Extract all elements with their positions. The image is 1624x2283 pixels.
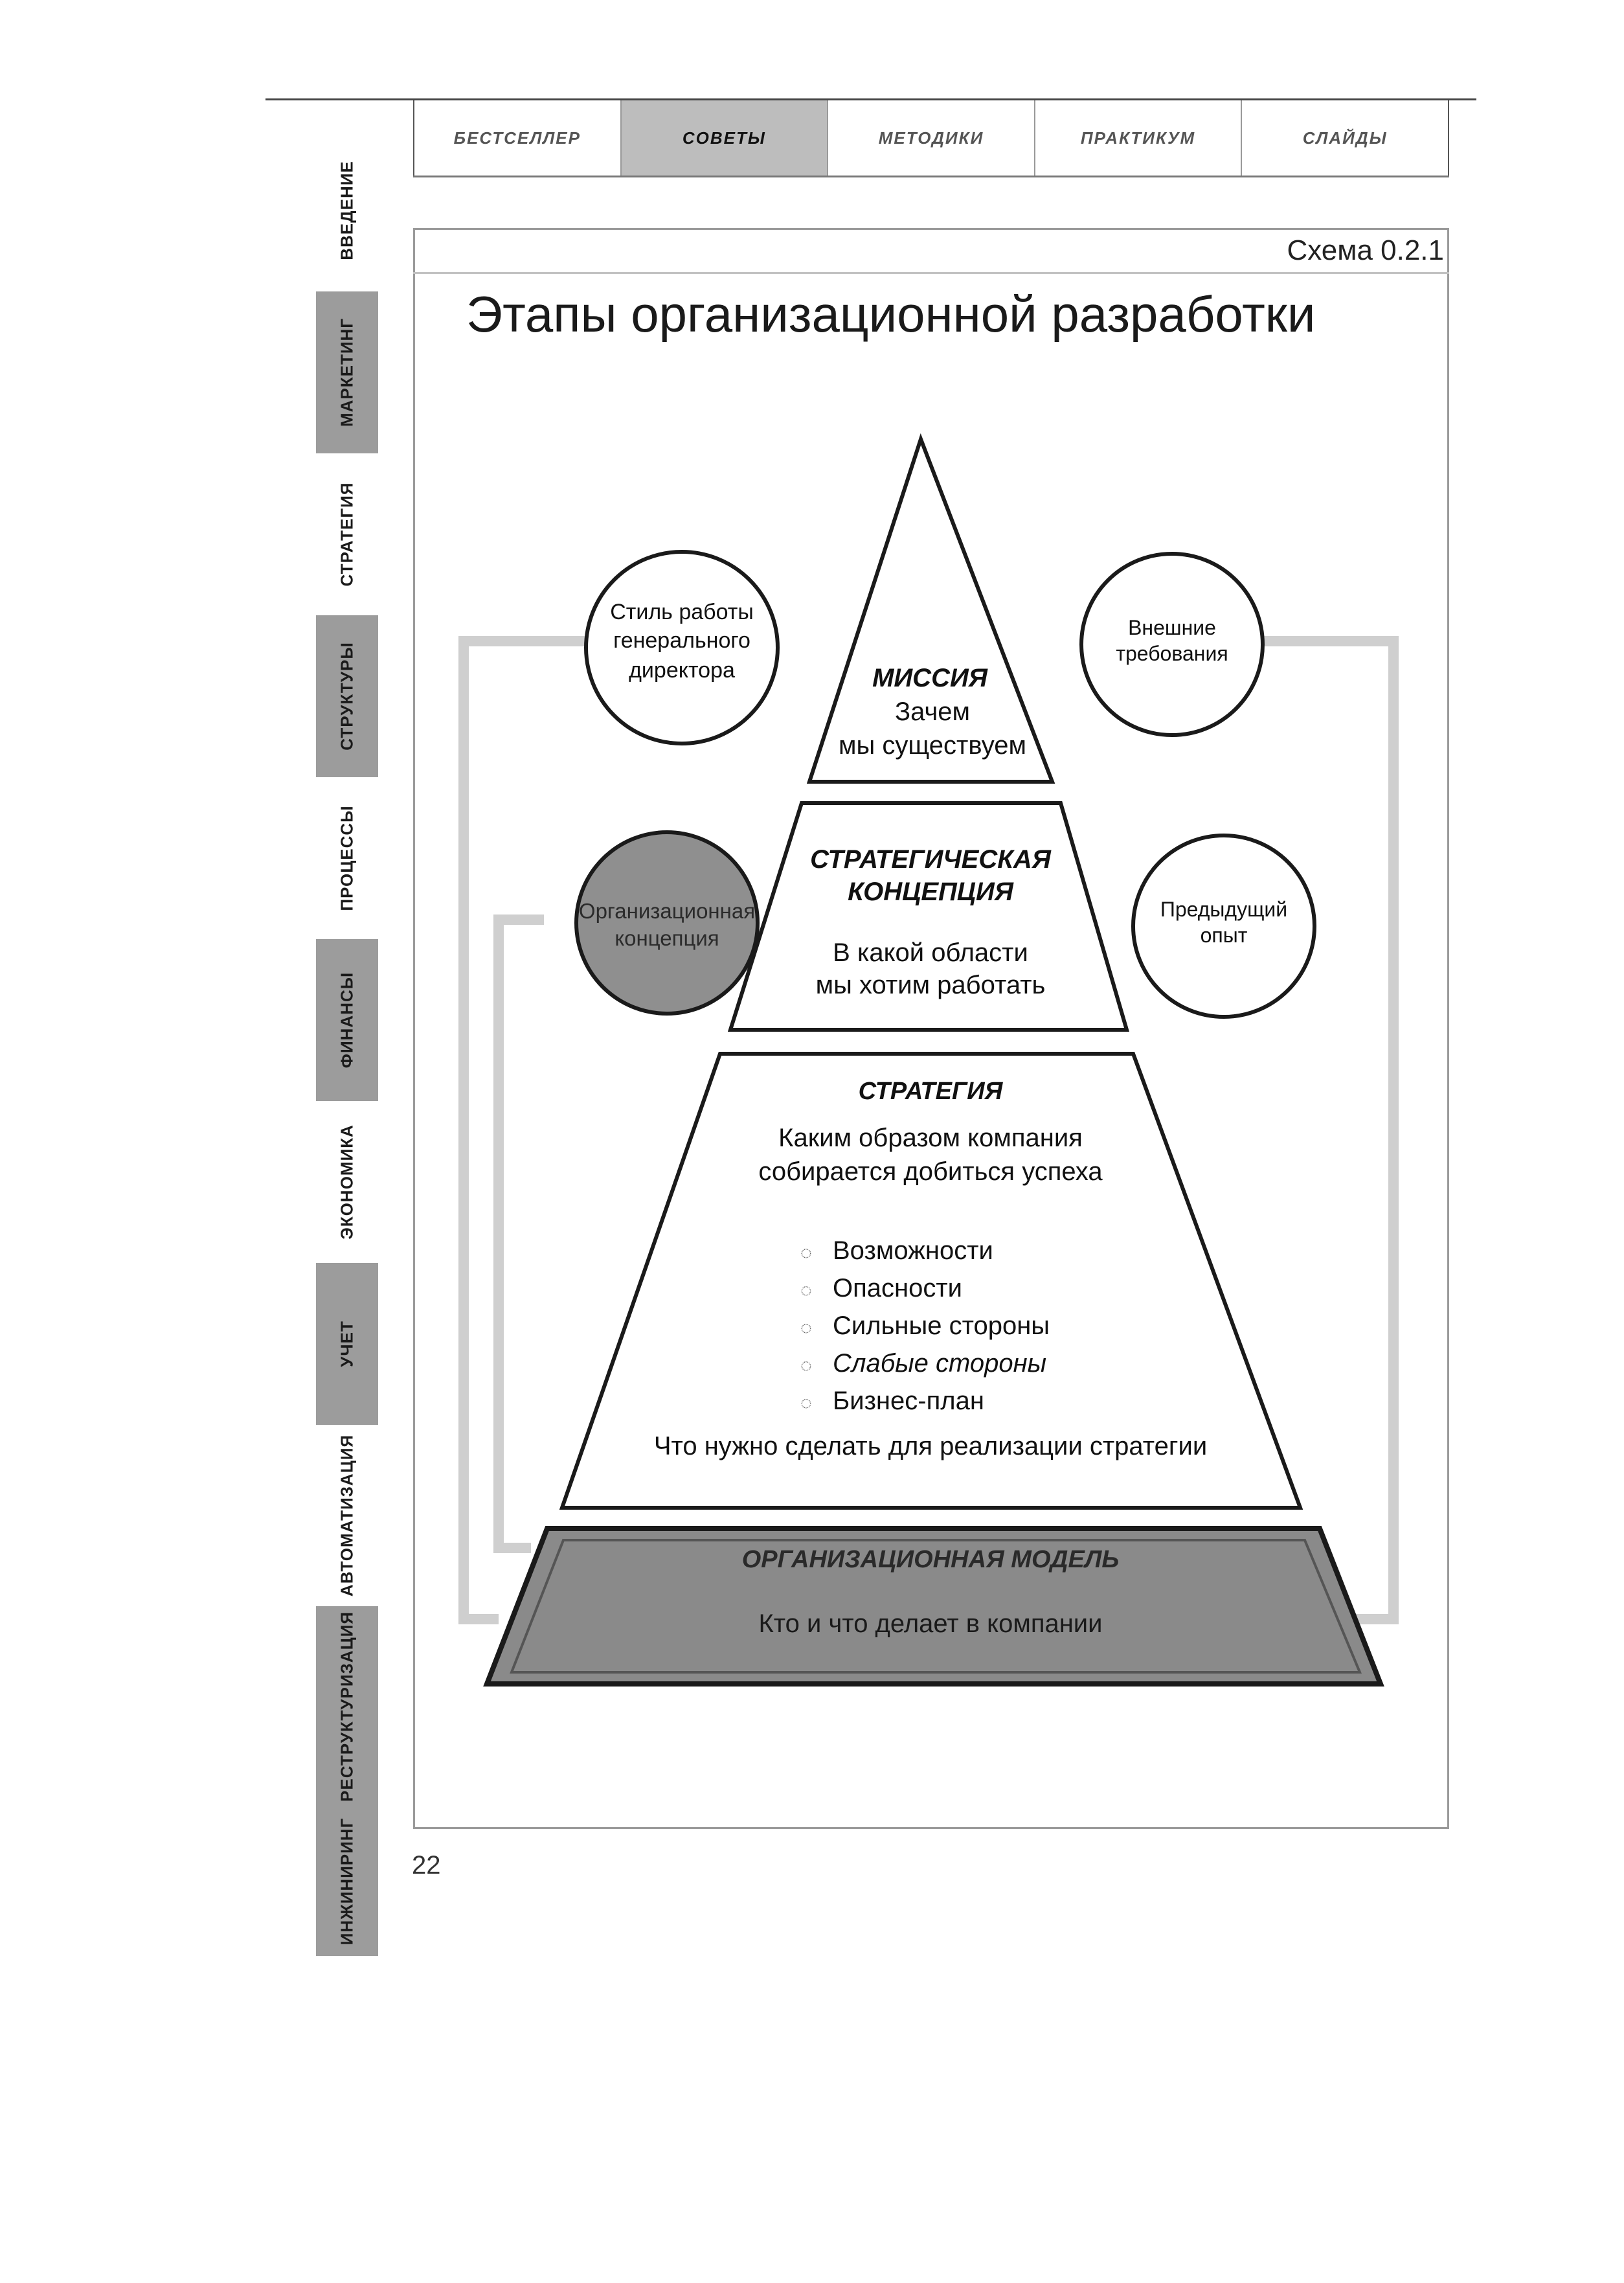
side-tab-label: УЧЕТ	[337, 1321, 357, 1367]
ceo-style-line-3: директора	[629, 658, 735, 683]
circle-previous-experience	[1133, 835, 1314, 1017]
bullet-business-plan: Бизнес-план	[833, 1387, 984, 1415]
org-concept-line-2: концепция	[615, 926, 719, 950]
mission-line-1: Зачем	[894, 698, 971, 726]
scheme-number: Схема 0.2.1	[1287, 234, 1444, 266]
concept-heading-1: СТРАТЕГИЧЕСКАЯ	[810, 845, 1051, 874]
page-title: Этапы организационной разработки	[466, 286, 1316, 343]
mission-heading: МИССИЯ	[872, 664, 987, 692]
side-tab-label: МАРКЕТИНГ	[337, 317, 357, 427]
experience-line-2: опыт	[1200, 924, 1248, 947]
side-tab-label: ПРОЦЕССЫ	[337, 805, 357, 911]
side-tab-label: ВВЕДЕНИЕ	[337, 161, 357, 260]
strategy-heading: СТРАТЕГИЯ	[858, 1078, 1003, 1105]
bullet-marker: ◌	[800, 1242, 812, 1264]
tab-label: МЕТОДИКИ	[878, 128, 984, 148]
external-line-1: Внешние	[1128, 616, 1216, 639]
strategy-footer: Что нужно сделать для реализации стратегии	[653, 1432, 1208, 1460]
side-tab-label: СТРУКТУРЫ	[337, 642, 357, 751]
bullet-strengths: Сильные стороны	[833, 1312, 1050, 1340]
concept-line-2: мы хотим работать	[815, 971, 1046, 999]
page-number: 22	[412, 1851, 441, 1880]
org-concept-line-1: Организационная	[578, 899, 756, 923]
tab-label: СОВЕТЫ	[682, 128, 766, 148]
side-tab-label: ФИНАНСЫ	[337, 971, 357, 1069]
concept-heading-2: КОНЦЕПЦИЯ	[848, 878, 1013, 906]
side-tab-label: СТРАТЕГИЯ	[337, 482, 357, 587]
bullet-marker: ◌	[800, 1317, 812, 1339]
tab-label: СЛАЙДЫ	[1302, 128, 1388, 148]
tab-label: ПРАКТИКУМ	[1080, 128, 1196, 148]
circle-external-requirements	[1081, 554, 1263, 735]
bullet-opportunities: Возможности	[833, 1236, 993, 1265]
pyramid-mission	[809, 439, 1052, 782]
connector-left-inner	[499, 920, 544, 1548]
side-tab-label: ЭКОНОМИКА	[337, 1124, 357, 1240]
bullet-threats: Опасности	[833, 1274, 963, 1302]
ceo-style-line-1: Стиль работы	[610, 600, 754, 624]
side-tab-label: ИНЖИНИРИНГ	[337, 1817, 357, 1946]
bullet-weaknesses: Слабые стороны	[833, 1349, 1047, 1378]
strategy-line-2: собирается добиться успеха	[758, 1157, 1103, 1186]
circle-org-concept	[576, 832, 758, 1014]
circle-ceo-style	[586, 552, 778, 744]
tab-label: БЕСТСЕЛЛЕР	[453, 128, 581, 148]
mission-line-2: мы существуем	[838, 731, 1027, 760]
external-line-2: требования	[1116, 642, 1228, 665]
side-tab-label: РЕСТРУКТУРИЗАЦИЯ	[337, 1611, 357, 1802]
side-tab-label: АВТОМАТИЗАЦИЯ	[337, 1434, 357, 1597]
strategy-line-1: Каким образом компания	[778, 1124, 1083, 1152]
bullet-marker: ◌	[800, 1392, 812, 1414]
model-heading: ОРГАНИЗАЦИОННАЯ МОДЕЛЬ	[741, 1546, 1120, 1573]
concept-line-1: В какой области	[833, 938, 1028, 967]
bullet-marker: ◌	[800, 1280, 812, 1301]
model-line: Кто и что делает в компании	[758, 1609, 1103, 1638]
experience-line-1: Предыдущий	[1160, 898, 1288, 921]
ceo-style-line-2: генерального	[613, 628, 750, 653]
bullet-marker: ◌	[800, 1355, 812, 1376]
